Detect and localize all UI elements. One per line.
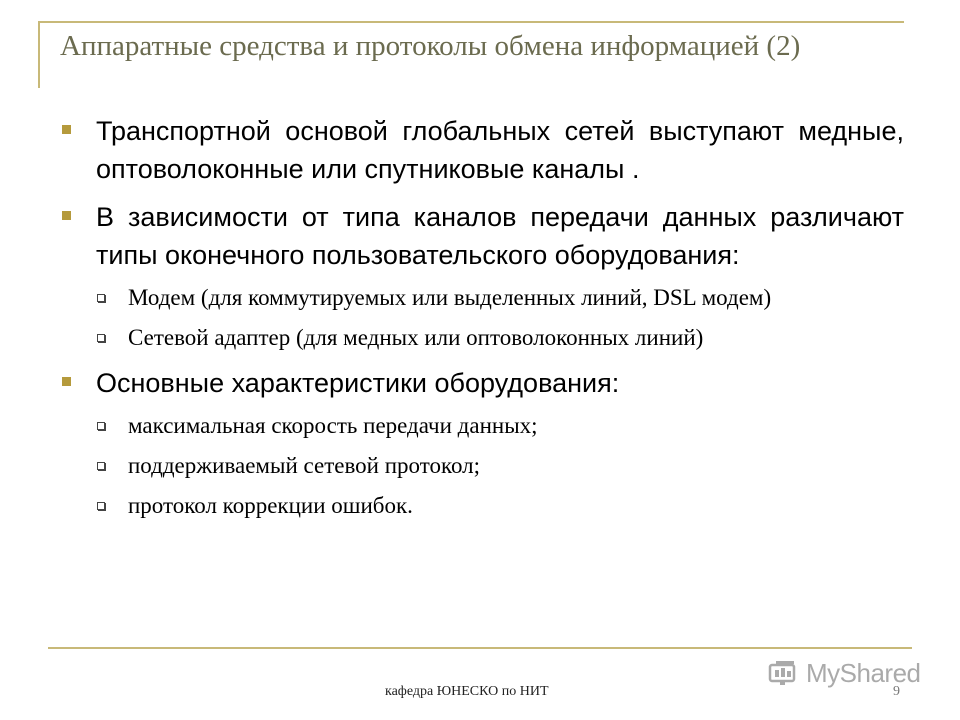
sub-bullet-item <box>60 492 904 520</box>
square-bullet-icon <box>62 211 71 220</box>
myshared-logo-icon <box>768 659 800 687</box>
bullet-text: Основные характеристики оборудования: <box>96 368 620 398</box>
hollow-square-bullet-icon <box>97 462 105 470</box>
bullet-text: В зависимости от типа каналов передачи данных различают типы оконечного пользовательского оборудования: <box>96 202 904 270</box>
bullet-item <box>60 198 904 274</box>
hollow-square-bullet-icon <box>97 334 105 342</box>
top-rule <box>38 21 904 23</box>
square-bullet-icon <box>62 377 71 386</box>
sub-bullet-text: Модем (для коммутируемых или выделенных линий, DSL модем) <box>128 285 772 310</box>
watermark[interactable] <box>768 656 921 690</box>
sub-bullet-item <box>60 412 904 440</box>
footer-text: кафедра ЮНЕСКО по НИТ <box>385 684 549 699</box>
bullet-item <box>60 364 904 402</box>
slide-content <box>60 112 904 532</box>
bottom-rule <box>48 647 912 649</box>
sub-bullet-text: Сетевой адаптер (для медных или оптоволоконных линий) <box>128 325 704 350</box>
sub-bullet-text: максимальная скорость передачи данных; <box>128 413 538 438</box>
slide-title: Аппаратные средства и протоколы обмена информацией (2) <box>60 30 801 62</box>
sub-bullet-item <box>60 284 904 312</box>
sub-bullet-item <box>60 324 904 352</box>
hollow-square-bullet-icon <box>97 422 105 430</box>
page-number: 9 <box>893 684 900 699</box>
bullet-item <box>60 112 904 188</box>
watermark-text: MyShared <box>806 657 921 688</box>
sub-bullet-text: протокол коррекции ошибок. <box>128 493 413 518</box>
sub-bullet-text: поддерживаемый сетевой протокол; <box>128 453 481 478</box>
sub-bullet-item <box>60 452 904 480</box>
square-bullet-icon <box>62 125 71 134</box>
hollow-square-bullet-icon <box>97 294 105 302</box>
bullet-text: Транспортной основой глобальных сетей выступают медные, оптоволоконные или спутниковые каналы . <box>96 116 904 184</box>
title-side-rule <box>38 21 40 88</box>
hollow-square-bullet-icon <box>97 502 105 510</box>
